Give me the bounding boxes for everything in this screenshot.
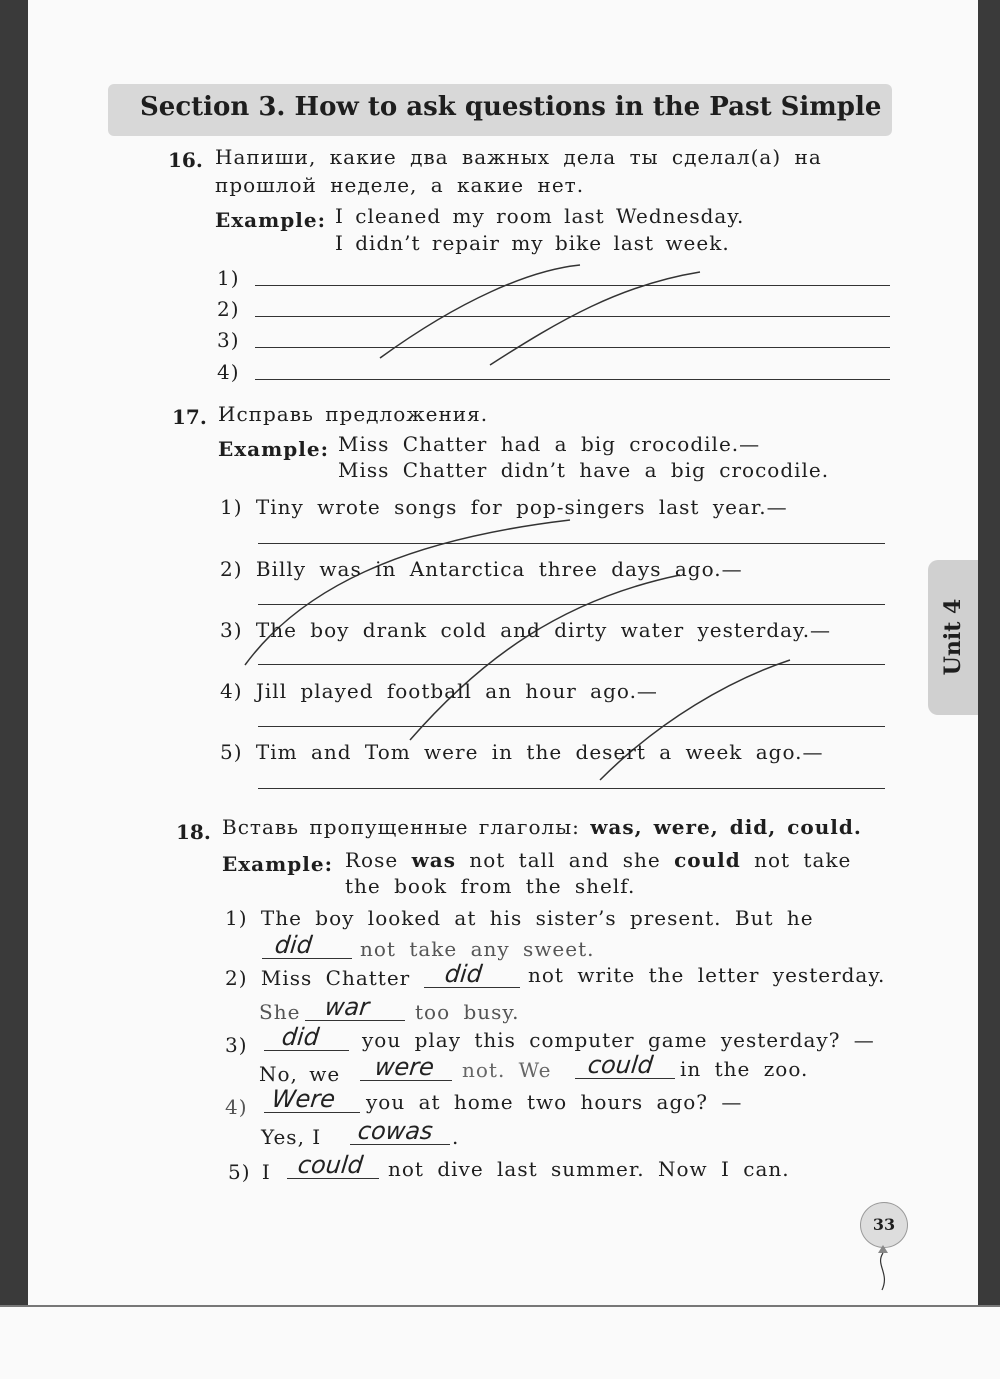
balloon-string-icon [870,1245,900,1295]
exercise-item: . [452,1125,460,1149]
bold-verb: was [411,848,456,872]
text: not tall and she [469,848,661,872]
answer-line[interactable] [258,664,885,665]
handwritten-answer: did [280,1023,321,1051]
example-label: Example: [222,852,333,876]
text: not take [754,848,852,872]
exercise-item: 5) Tim and Tom were in the desert a week ago.— [220,740,824,764]
exercise-item: 2) Billy was in Antarctica three days ago.— [220,557,743,581]
handwritten-answer: did [273,931,314,959]
answer-line[interactable] [258,788,885,789]
example-sentence: Miss Chatter didn’t have a big crocodile. [338,458,830,482]
exercise-item: in the zoo. [680,1057,809,1081]
section-title: Section 3. How to ask questions in the Past Simple [140,92,882,122]
handwritten-answer: were [373,1053,436,1081]
unit-tab-label: Unit 4 [940,598,966,676]
exercise-item: not dive last summer. Now I can. [388,1157,790,1181]
exercise-item: 2) Miss Chatter [225,966,411,990]
exercise-18-instruction [222,815,862,839]
exercise-item: 1) Tiny wrote songs for pop-singers last year.— [220,495,788,519]
instruction-text: Вставь пропущенные глаголы: [222,815,580,839]
example-label: Example: [218,437,329,461]
answer-line[interactable] [258,726,885,727]
exercise-17-number: 17. [172,405,207,429]
exercise-item: 4) Jill played football an hour ago.— [220,679,658,703]
item-number: 3) [217,328,240,352]
exercise-item: Yes, I [261,1125,322,1149]
item-number: 2) [217,297,240,321]
exercise-16-number: 16. [168,148,203,172]
exercise-item: 1) The boy looked at his sister’s present. But he [225,906,814,930]
exercise-item: you play this computer game yesterday? — [362,1028,875,1052]
answer-line[interactable] [258,543,885,544]
example-sentence: Miss Chatter had a big crocodile.— [338,432,761,456]
exercise-item: too busy. [415,1000,520,1024]
exercise-17-instruction: Исправь предложения. [218,402,489,426]
verb-list: was, were, did, could. [590,815,862,839]
handwritten-answer: cowas [356,1117,435,1145]
text: Rose [345,848,399,872]
handwritten-answer: could [296,1151,365,1179]
exercise-item: you at home two hours ago? — [366,1090,743,1114]
bold-verb: could [674,848,741,872]
answer-line[interactable] [258,604,885,605]
handwritten-answer: Were [270,1085,337,1113]
example-label: Example: [215,208,326,232]
exercise-item: 4) [225,1095,248,1119]
handwritten-answer: war [323,993,371,1021]
exercise-18-number: 18. [176,820,211,844]
handwritten-answer: did [443,960,484,988]
example-sentence: the book from the shelf. [345,874,636,898]
exercise-item: 3) The boy drank cold and dirty water yesterday.— [220,618,832,642]
exercise-item: not take any sweet. [360,937,595,961]
page-number-balloon: 33 [860,1202,908,1248]
item-number: 1) [217,266,240,290]
exercise-item: 5) I [228,1160,271,1184]
item-number: 4) [217,360,240,384]
example-sentence: I didn’t repair my bike last week. [335,231,730,255]
handwritten-answer: could [586,1051,655,1079]
exercise-item: She [259,1000,301,1024]
exercise-16-instruction: Напиши, какие два важных дела ты сделал(а) на [215,145,822,169]
exercise-16-instruction-2: прошлой неделе, а какие нет. [215,173,585,197]
example-sentence: I cleaned my room last Wednesday. [335,204,745,228]
exercise-item: 3) [225,1033,248,1057]
example-sentence [345,848,851,872]
exercise-item: No, we [259,1062,341,1086]
exercise-item: not. We [462,1058,552,1082]
exercise-item: not write the letter yesterday. [528,963,886,987]
